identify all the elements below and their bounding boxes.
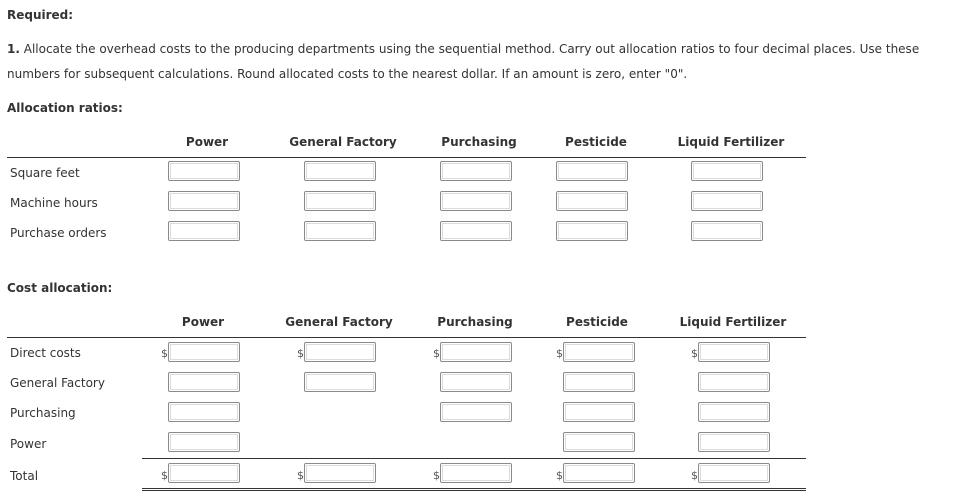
ratio-square-feet-power-input[interactable]	[168, 161, 240, 181]
instruction-paragraph	[7, 37, 957, 87]
currency-symbol: $	[691, 469, 698, 482]
cost-direct-costs-power-input[interactable]	[168, 342, 240, 362]
cost-direct-costs-liquid-fertilizer-input[interactable]	[698, 342, 770, 362]
cost-general-factory-general-factory-input[interactable]	[304, 372, 376, 392]
cost-total-pesticide-input[interactable]	[563, 463, 635, 483]
ratio-purchase-orders-liquid-fertilizer-input[interactable]	[691, 221, 763, 241]
ratios-col-header-purchasing: Purchasing	[441, 135, 517, 149]
cost-power-pesticide-input[interactable]	[563, 432, 635, 452]
currency-symbol: $	[297, 347, 304, 360]
cost-purchasing-pesticide-input[interactable]	[563, 402, 635, 422]
currency-symbol: $	[161, 347, 168, 360]
costs-col-header-liquid-fertilizer: Liquid Fertilizer	[679, 315, 787, 329]
cost-general-factory-liquid-fertilizer-input[interactable]	[698, 372, 770, 392]
ratios-col-header-liquid-fertilizer: Liquid Fertilizer	[677, 135, 785, 149]
ratio-purchase-orders-general-factory-input[interactable]	[304, 221, 376, 241]
cost-power-liquid-fertilizer-input[interactable]	[698, 432, 770, 452]
costs-total-double-rule	[142, 488, 806, 491]
costs-total-rule	[142, 458, 806, 459]
required-label: Required:	[7, 8, 74, 22]
currency-symbol: $	[556, 347, 563, 360]
instruction-text: Allocate the overhead costs to the producing departments using the sequential method. Carry out allocation ratios to four decimal places. Use these numbers for subsequent calculations. Round allocated costs to the nearest dollar. If an amount is zero, enter "0".	[7, 42, 920, 81]
currency-symbol: $	[691, 347, 698, 360]
cost-direct-costs-general-factory-input[interactable]	[304, 342, 376, 362]
ratios-header-rule	[7, 157, 806, 158]
cost-general-factory-purchasing-input[interactable]	[440, 372, 512, 392]
cost-power-power-input[interactable]	[168, 432, 240, 452]
ratios-row-label-square-feet: Square feet	[10, 166, 80, 180]
ratios-row-label-purchase-orders: Purchase orders	[10, 226, 107, 240]
ratios-col-header-pesticide: Pesticide	[565, 135, 627, 149]
ratio-machine-hours-purchasing-input[interactable]	[440, 191, 512, 211]
cost-purchasing-purchasing-input[interactable]	[440, 402, 512, 422]
ratio-machine-hours-general-factory-input[interactable]	[304, 191, 376, 211]
currency-symbol: $	[161, 469, 168, 482]
costs-row-label-direct-costs: Direct costs	[10, 346, 81, 360]
cost-general-factory-pesticide-input[interactable]	[563, 372, 635, 392]
costs-row-label-general-factory: General Factory	[10, 376, 105, 390]
ratio-machine-hours-pesticide-input[interactable]	[556, 191, 628, 211]
costs-header-rule	[7, 337, 806, 338]
ratio-square-feet-general-factory-input[interactable]	[304, 161, 376, 181]
ratio-machine-hours-power-input[interactable]	[168, 191, 240, 211]
ratio-square-feet-pesticide-input[interactable]	[556, 161, 628, 181]
cost-total-liquid-fertilizer-input[interactable]	[698, 463, 770, 483]
ratio-purchase-orders-pesticide-input[interactable]	[556, 221, 628, 241]
ratio-square-feet-purchasing-input[interactable]	[440, 161, 512, 181]
ratio-square-feet-liquid-fertilizer-input[interactable]	[691, 161, 763, 181]
cost-total-purchasing-input[interactable]	[440, 463, 512, 483]
ratios-row-label-machine-hours: Machine hours	[10, 196, 98, 210]
currency-symbol: $	[433, 347, 440, 360]
currency-symbol: $	[433, 469, 440, 482]
currency-symbol: $	[297, 469, 304, 482]
costs-col-header-pesticide: Pesticide	[566, 315, 628, 329]
ratio-machine-hours-liquid-fertilizer-input[interactable]	[691, 191, 763, 211]
cost-direct-costs-pesticide-input[interactable]	[563, 342, 635, 362]
costs-col-header-purchasing: Purchasing	[437, 315, 513, 329]
cost-total-general-factory-input[interactable]	[304, 463, 376, 483]
instruction-number: 1.	[7, 42, 20, 56]
costs-row-label-total: Total	[10, 469, 39, 483]
cost-direct-costs-purchasing-input[interactable]	[440, 342, 512, 362]
ratio-purchase-orders-power-input[interactable]	[168, 221, 240, 241]
cost-general-factory-power-input[interactable]	[168, 372, 240, 392]
ratios-col-header-general-factory: General Factory	[289, 135, 397, 149]
cost-purchasing-liquid-fertilizer-input[interactable]	[698, 402, 770, 422]
cost-total-power-input[interactable]	[168, 463, 240, 483]
cost-allocation-heading: Cost allocation:	[7, 281, 113, 295]
costs-row-label-power: Power	[10, 437, 47, 451]
costs-col-header-power: Power	[181, 315, 225, 329]
costs-col-header-general-factory: General Factory	[285, 315, 393, 329]
currency-symbol: $	[556, 469, 563, 482]
costs-row-label-purchasing: Purchasing	[10, 406, 76, 420]
cost-purchasing-power-input[interactable]	[168, 402, 240, 422]
allocation-ratios-heading: Allocation ratios:	[7, 101, 123, 115]
ratio-purchase-orders-purchasing-input[interactable]	[440, 221, 512, 241]
ratios-col-header-power: Power	[185, 135, 229, 149]
